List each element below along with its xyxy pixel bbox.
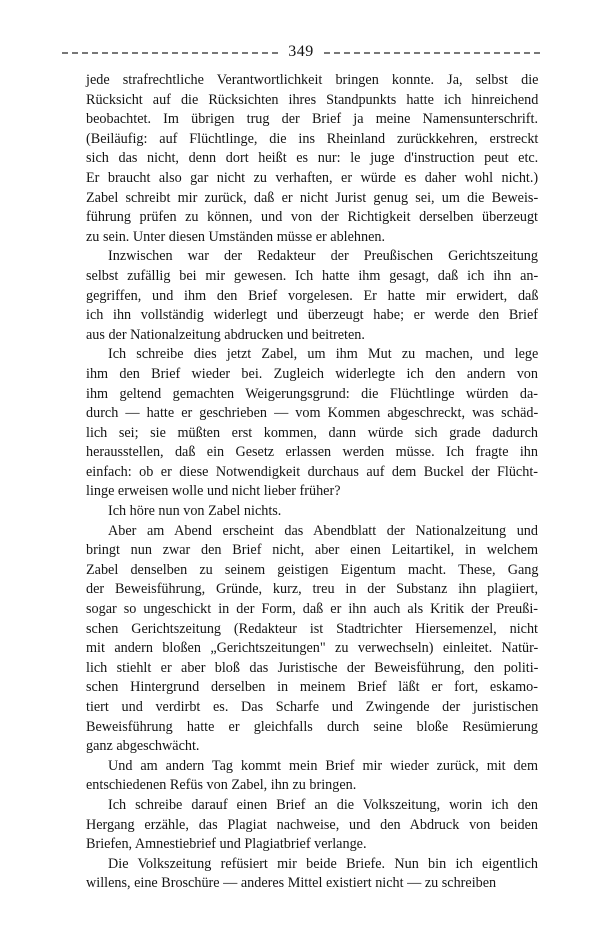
paragraph	[86, 855, 538, 894]
text-line: Die Volkszeitung refüsiert mir beide Briefe. Nun bin ich eigentlich	[108, 855, 538, 872]
text-line: jede strafrechtliche Verantwortlichkeit bringen konnte. Ja, selbst die	[86, 72, 539, 88]
paragraph	[86, 757, 538, 796]
text-line: willens, eine Broschüre — anderes Mittel existiert nicht — zu schreiben	[86, 875, 497, 892]
text-line: führung prüfen zu können, und von der Richtigkeit derselben überzeugt	[86, 209, 538, 226]
header-rule-left	[62, 52, 278, 54]
text-line: ganz abgeschwächt.	[86, 738, 200, 755]
text-line: Ich schreibe dies jetzt Zabel, um ihm Mut zu machen, und lege	[108, 346, 539, 363]
paragraph	[86, 247, 538, 345]
text-line: Inzwischen war der Redakteur der Preußischen Gerichtszeitung	[108, 248, 538, 265]
text-line: aus der Nationalzeitung abdrucken und beitreten.	[86, 326, 365, 343]
text-line: schen Gerichtszeitung (Redakteur ist Stadtrichter Hiersemenzel, nicht	[86, 620, 538, 637]
text-line: Hergang erzähle, das Plagiat nachweise, und den Abdruck von beiden	[86, 816, 538, 833]
text-line: einfach: ob er diese Notwendigkeit durchaus auf dem Buckel der Flücht-	[86, 463, 538, 480]
text-line: (Beiläufig: auf Flüchtlinge, die ins Rheinland zurückkehren, erstreckt	[86, 130, 539, 147]
paragraph	[86, 796, 538, 855]
text-line: Aber am Abend erscheint das Abendblatt der Nationalzeitung und	[108, 522, 538, 539]
text-line: ich ihn vollständig widerlegt und überzeugt habe; er werde den Brief	[86, 307, 538, 324]
text-line: linge erweisen wolle und nicht lieber früher?	[86, 483, 341, 500]
page-number: 349	[288, 43, 314, 60]
text-line: Ich höre nun von Zabel nichts.	[108, 503, 282, 520]
paragraph	[86, 502, 538, 522]
paragraph	[86, 522, 538, 757]
text-line: sich das nicht, denn dort heißt es nur: le juge d'instruction peut etc.	[86, 150, 539, 167]
text-line: lich stiehlt er aber bloß das Juristische der Beweisführung, den politi-	[86, 659, 539, 676]
header-rule-right	[324, 52, 540, 54]
text-line: Er braucht also gar nicht zu verhaften, er würde es daher wohl nicht.)	[86, 169, 539, 186]
text-line: Briefen, Amnestiebrief und Plagiatbrief verlange.	[86, 836, 367, 853]
text-line: bringt nun zwar den Brief nicht, aber einen Leitartikel, in welchem	[86, 542, 538, 559]
text-line: entschiedenen Refüs von Zabel, ihn zu bringen.	[86, 777, 357, 794]
text-line: Beweisführung hatte er gleichfalls durch seine bloße Resümierung	[86, 718, 538, 735]
text-line: tiert und verdirbt es. Das Scharfe und Zwingende der juristischen	[86, 699, 539, 715]
text-line: Ich schreibe darauf einen Brief an die Volkszeitung, worin ich den	[108, 796, 538, 813]
text-line: Rücksicht auf die Rücksichten ihres Standpunkts hatte ich hinreichend	[86, 91, 539, 108]
text-line: Zabel denselben zu seinem geistigen Eigentum macht. These, Gang	[86, 561, 539, 578]
text-line: beobachtet. Im übrigen trug der Brief ja meine Namensunterschrift.	[86, 111, 538, 128]
text-line: schen Hintergrund derselben in meinem Brief läßt er fort, eskamo-	[86, 679, 538, 696]
text-line: sogar so ungeschickt in der Form, daß er ihn auch als Kritik der Preußi-	[86, 601, 538, 618]
text-line: durch — hatte er geschrieben — vom Kommen abgeschreckt, was schäd-	[86, 405, 539, 422]
text-line: ihm den Brief wieder bei. Zugleich widerlegte ich den andern von	[86, 365, 538, 382]
text-line: Und am andern Tag kommt mein Brief mir wieder zurück, mit dem	[108, 757, 538, 774]
text-line: gegriffen, und ihm den Brief vorgelesen. Er hatte mir erwidert, daß	[86, 287, 539, 304]
paragraph	[86, 71, 538, 247]
text-line: ihm geltend gemachten Weigerungsgrund: die Flüchtlinge würden da-	[86, 385, 538, 402]
text-line: herausstellen, daß ein Gesetz erlassen werden müsse. Ich fragte ihn	[86, 444, 538, 461]
text-line: selbst zufällig bei mir gewesen. Ich hatte ihm gesagt, daß ich ihn an-	[86, 267, 539, 284]
text-line: zu sein. Unter diesen Umständen müsse er ablehnen.	[86, 228, 386, 245]
text-line: der Beweisführung, Gründe, kurz, treu in der Substanz ihn plagiiert,	[86, 581, 538, 598]
text-line: mit andern bloßen „Gerichtszeitungen" zu verwechseln) einleitet. Natür-	[86, 640, 539, 657]
body-text	[86, 71, 538, 894]
paragraph	[86, 345, 538, 502]
text-line: Zabel schreibt mir zurück, daß er nicht Jurist genug sei, um die Beweis-	[86, 189, 539, 206]
page-header	[62, 42, 540, 62]
text-line: lich sei; sie müßten erst kommen, dann würde sich grade dadurch	[86, 424, 538, 441]
